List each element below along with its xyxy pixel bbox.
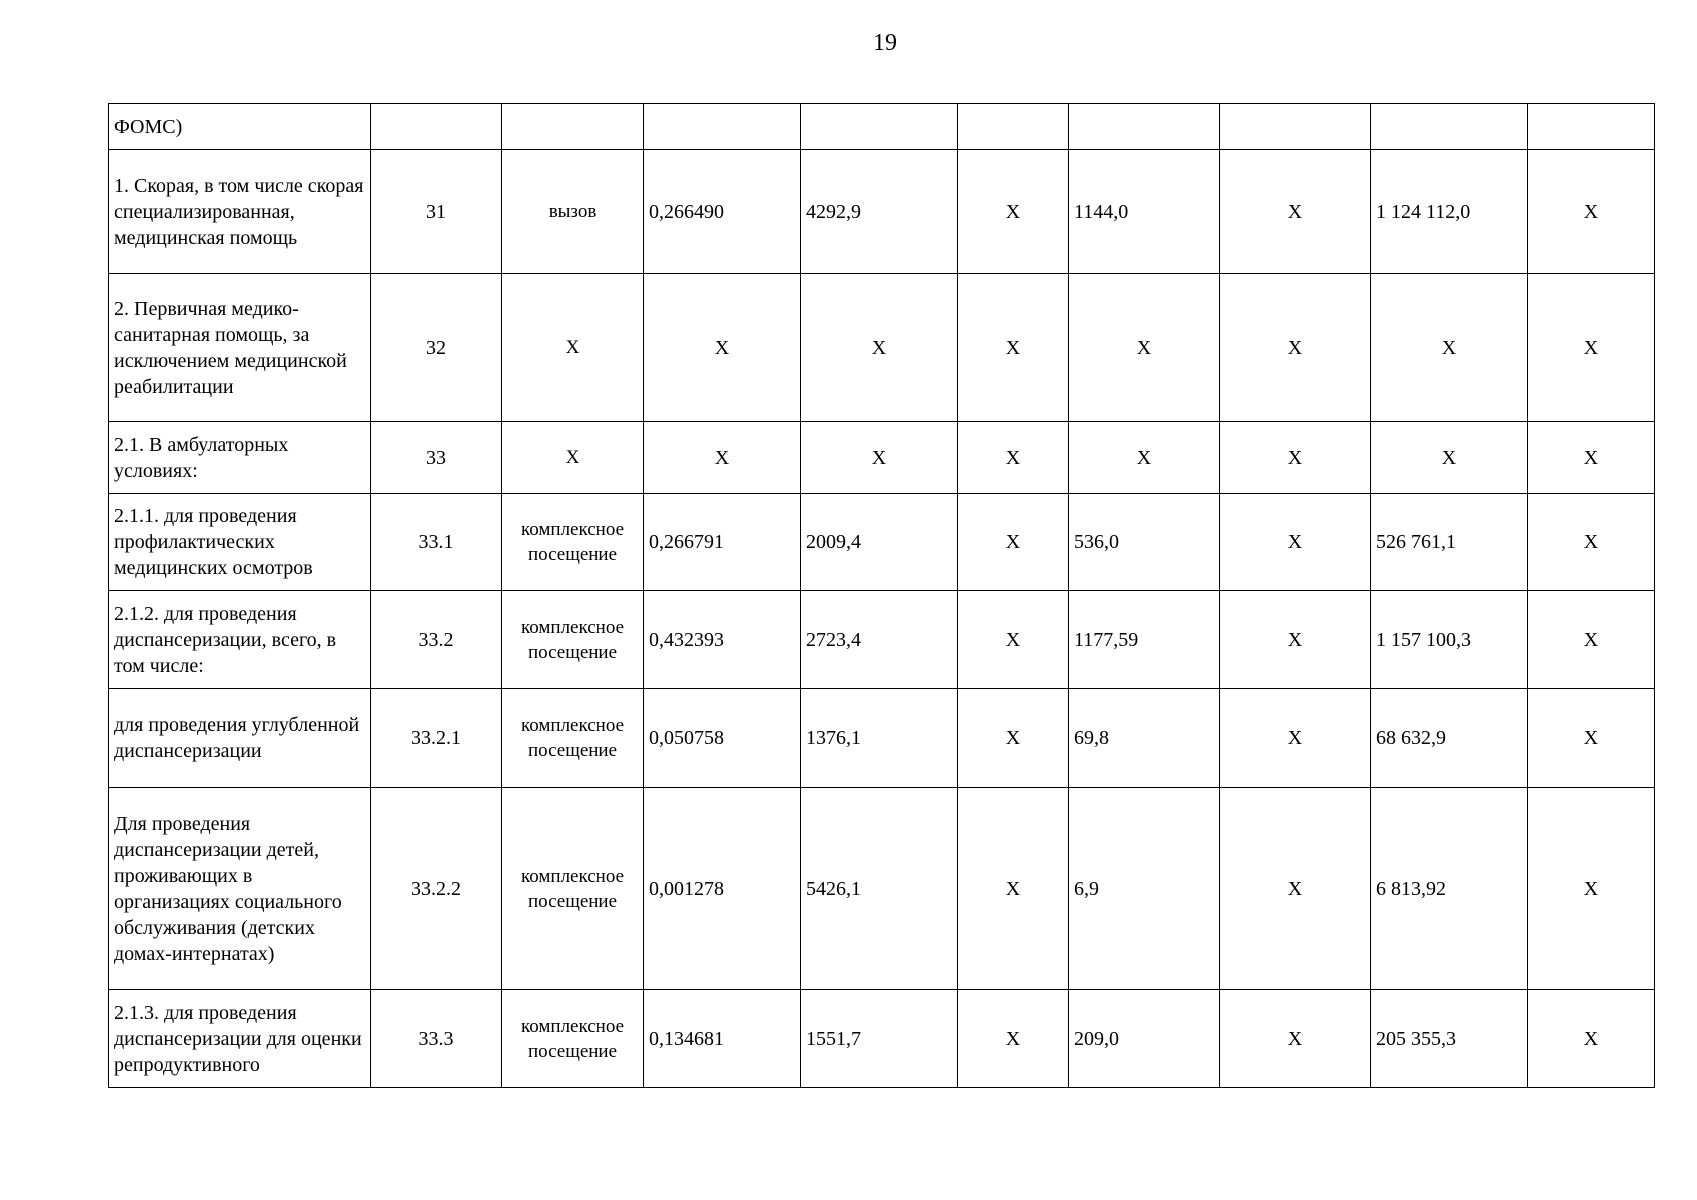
row-cell: X [1220, 788, 1371, 990]
row-cost-cell: X [801, 422, 958, 494]
row-norm-cell: 0,001278 [644, 788, 801, 990]
row-cell: X [958, 150, 1069, 274]
row-name-cell: для проведения углубленной диспансеризации [109, 689, 371, 788]
row-cell: 1 124 112,0 [1371, 150, 1528, 274]
table-row [109, 104, 1655, 150]
row-norm-cell: 0,134681 [644, 990, 801, 1088]
page-number: 19 [873, 30, 897, 56]
row-unit-cell: X [502, 422, 644, 494]
row-name-cell: 2.1.3. для проведения диспансеризации для оценки репродуктивного [109, 990, 371, 1088]
row-cost-cell: 1376,1 [801, 689, 958, 788]
table-row [109, 274, 1655, 422]
row-unit-cell: комплексное посещение [502, 591, 644, 689]
row-norm-cell: X [644, 422, 801, 494]
row-cost-cell: 2723,4 [801, 591, 958, 689]
row-norm-cell: 0,266791 [644, 494, 801, 591]
row-unit-cell [502, 104, 644, 150]
row-cell: X [1220, 591, 1371, 689]
row-unit-cell: вызов [502, 150, 644, 274]
row-cell: X [1528, 689, 1655, 788]
row-name-cell: Для проведения диспансеризации детей, проживающих в организациях социального обслуживания (детских домах-интернатах) [109, 788, 371, 990]
row-unit-cell: комплексное посещение [502, 494, 644, 591]
row-cell: X [958, 422, 1069, 494]
row-cell: X [958, 990, 1069, 1088]
row-cell [1371, 104, 1528, 150]
table-row [109, 422, 1655, 494]
row-cell: 6 813,92 [1371, 788, 1528, 990]
row-name-cell: 2.1.2. для проведения диспансеризации, всего, в том числе: [109, 591, 371, 689]
row-cost-cell: 2009,4 [801, 494, 958, 591]
row-norm-cell: 0,266490 [644, 150, 801, 274]
row-cell: X [1528, 422, 1655, 494]
row-cost-cell: 5426,1 [801, 788, 958, 990]
row-cell: 1 157 100,3 [1371, 591, 1528, 689]
row-unit-cell: комплексное посещение [502, 788, 644, 990]
row-cell: 68 632,9 [1371, 689, 1528, 788]
row-cell [1220, 104, 1371, 150]
table-row [109, 990, 1655, 1088]
table-row [109, 494, 1655, 591]
row-cell: X [1528, 494, 1655, 591]
row-name-cell: 2. Первичная медико-санитарная помощь, за исключением медицинской реабилитации [109, 274, 371, 422]
row-cell: X [1220, 422, 1371, 494]
row-cell: X [958, 274, 1069, 422]
row-cost-cell: 1551,7 [801, 990, 958, 1088]
row-cell: X [1528, 591, 1655, 689]
row-cell: X [958, 591, 1069, 689]
row-cell: X [1069, 274, 1220, 422]
row-cell: X [958, 788, 1069, 990]
row-unit-cell: комплексное посещение [502, 990, 644, 1088]
row-cell: X [1069, 422, 1220, 494]
row-norm-cell: 0,432393 [644, 591, 801, 689]
row-norm-cell: X [644, 274, 801, 422]
row-code-cell: 32 [371, 274, 502, 422]
row-cell: X [1371, 422, 1528, 494]
row-cell: X [1528, 788, 1655, 990]
row-unit-cell: X [502, 274, 644, 422]
row-code-cell [371, 104, 502, 150]
row-cell: X [1220, 274, 1371, 422]
row-cell: X [1220, 150, 1371, 274]
row-name-cell: 2.1. В амбулаторных условиях: [109, 422, 371, 494]
row-code-cell: 33.2.2 [371, 788, 502, 990]
table-row [109, 150, 1655, 274]
row-code-cell: 33 [371, 422, 502, 494]
row-cell: X [1528, 990, 1655, 1088]
table-row [109, 591, 1655, 689]
row-cell: X [1220, 494, 1371, 591]
row-cost-cell [801, 104, 958, 150]
row-cell: 209,0 [1069, 990, 1220, 1088]
row-code-cell: 31 [371, 150, 502, 274]
row-cell: X [958, 689, 1069, 788]
table-row [109, 788, 1655, 990]
table-row [109, 689, 1655, 788]
row-cost-cell: X [801, 274, 958, 422]
row-cell: 6,9 [1069, 788, 1220, 990]
row-code-cell: 33.3 [371, 990, 502, 1088]
row-norm-cell [644, 104, 801, 150]
row-code-cell: 33.1 [371, 494, 502, 591]
row-cell: X [958, 494, 1069, 591]
row-cell: 526 761,1 [1371, 494, 1528, 591]
row-cell: X [1528, 150, 1655, 274]
row-cell: 205 355,3 [1371, 990, 1528, 1088]
data-table [108, 103, 1655, 1088]
row-unit-cell: комплексное посещение [502, 689, 644, 788]
row-code-cell: 33.2.1 [371, 689, 502, 788]
row-code-cell: 33.2 [371, 591, 502, 689]
row-cell [1528, 104, 1655, 150]
row-cell: X [1220, 689, 1371, 788]
row-cell: 69,8 [1069, 689, 1220, 788]
row-name-cell: 1. Скорая, в том числе скорая специализированная, медицинская помощь [109, 150, 371, 274]
row-name-cell: ФОМС) [109, 104, 371, 150]
row-cost-cell: 4292,9 [801, 150, 958, 274]
row-name-cell: 2.1.1. для проведения профилактических медицинских осмотров [109, 494, 371, 591]
row-cell: X [1528, 274, 1655, 422]
row-cell [958, 104, 1069, 150]
row-cell: 536,0 [1069, 494, 1220, 591]
row-norm-cell: 0,050758 [644, 689, 801, 788]
row-cell [1069, 104, 1220, 150]
row-cell: 1144,0 [1069, 150, 1220, 274]
row-cell: X [1371, 274, 1528, 422]
row-cell: X [1220, 990, 1371, 1088]
row-cell: 1177,59 [1069, 591, 1220, 689]
